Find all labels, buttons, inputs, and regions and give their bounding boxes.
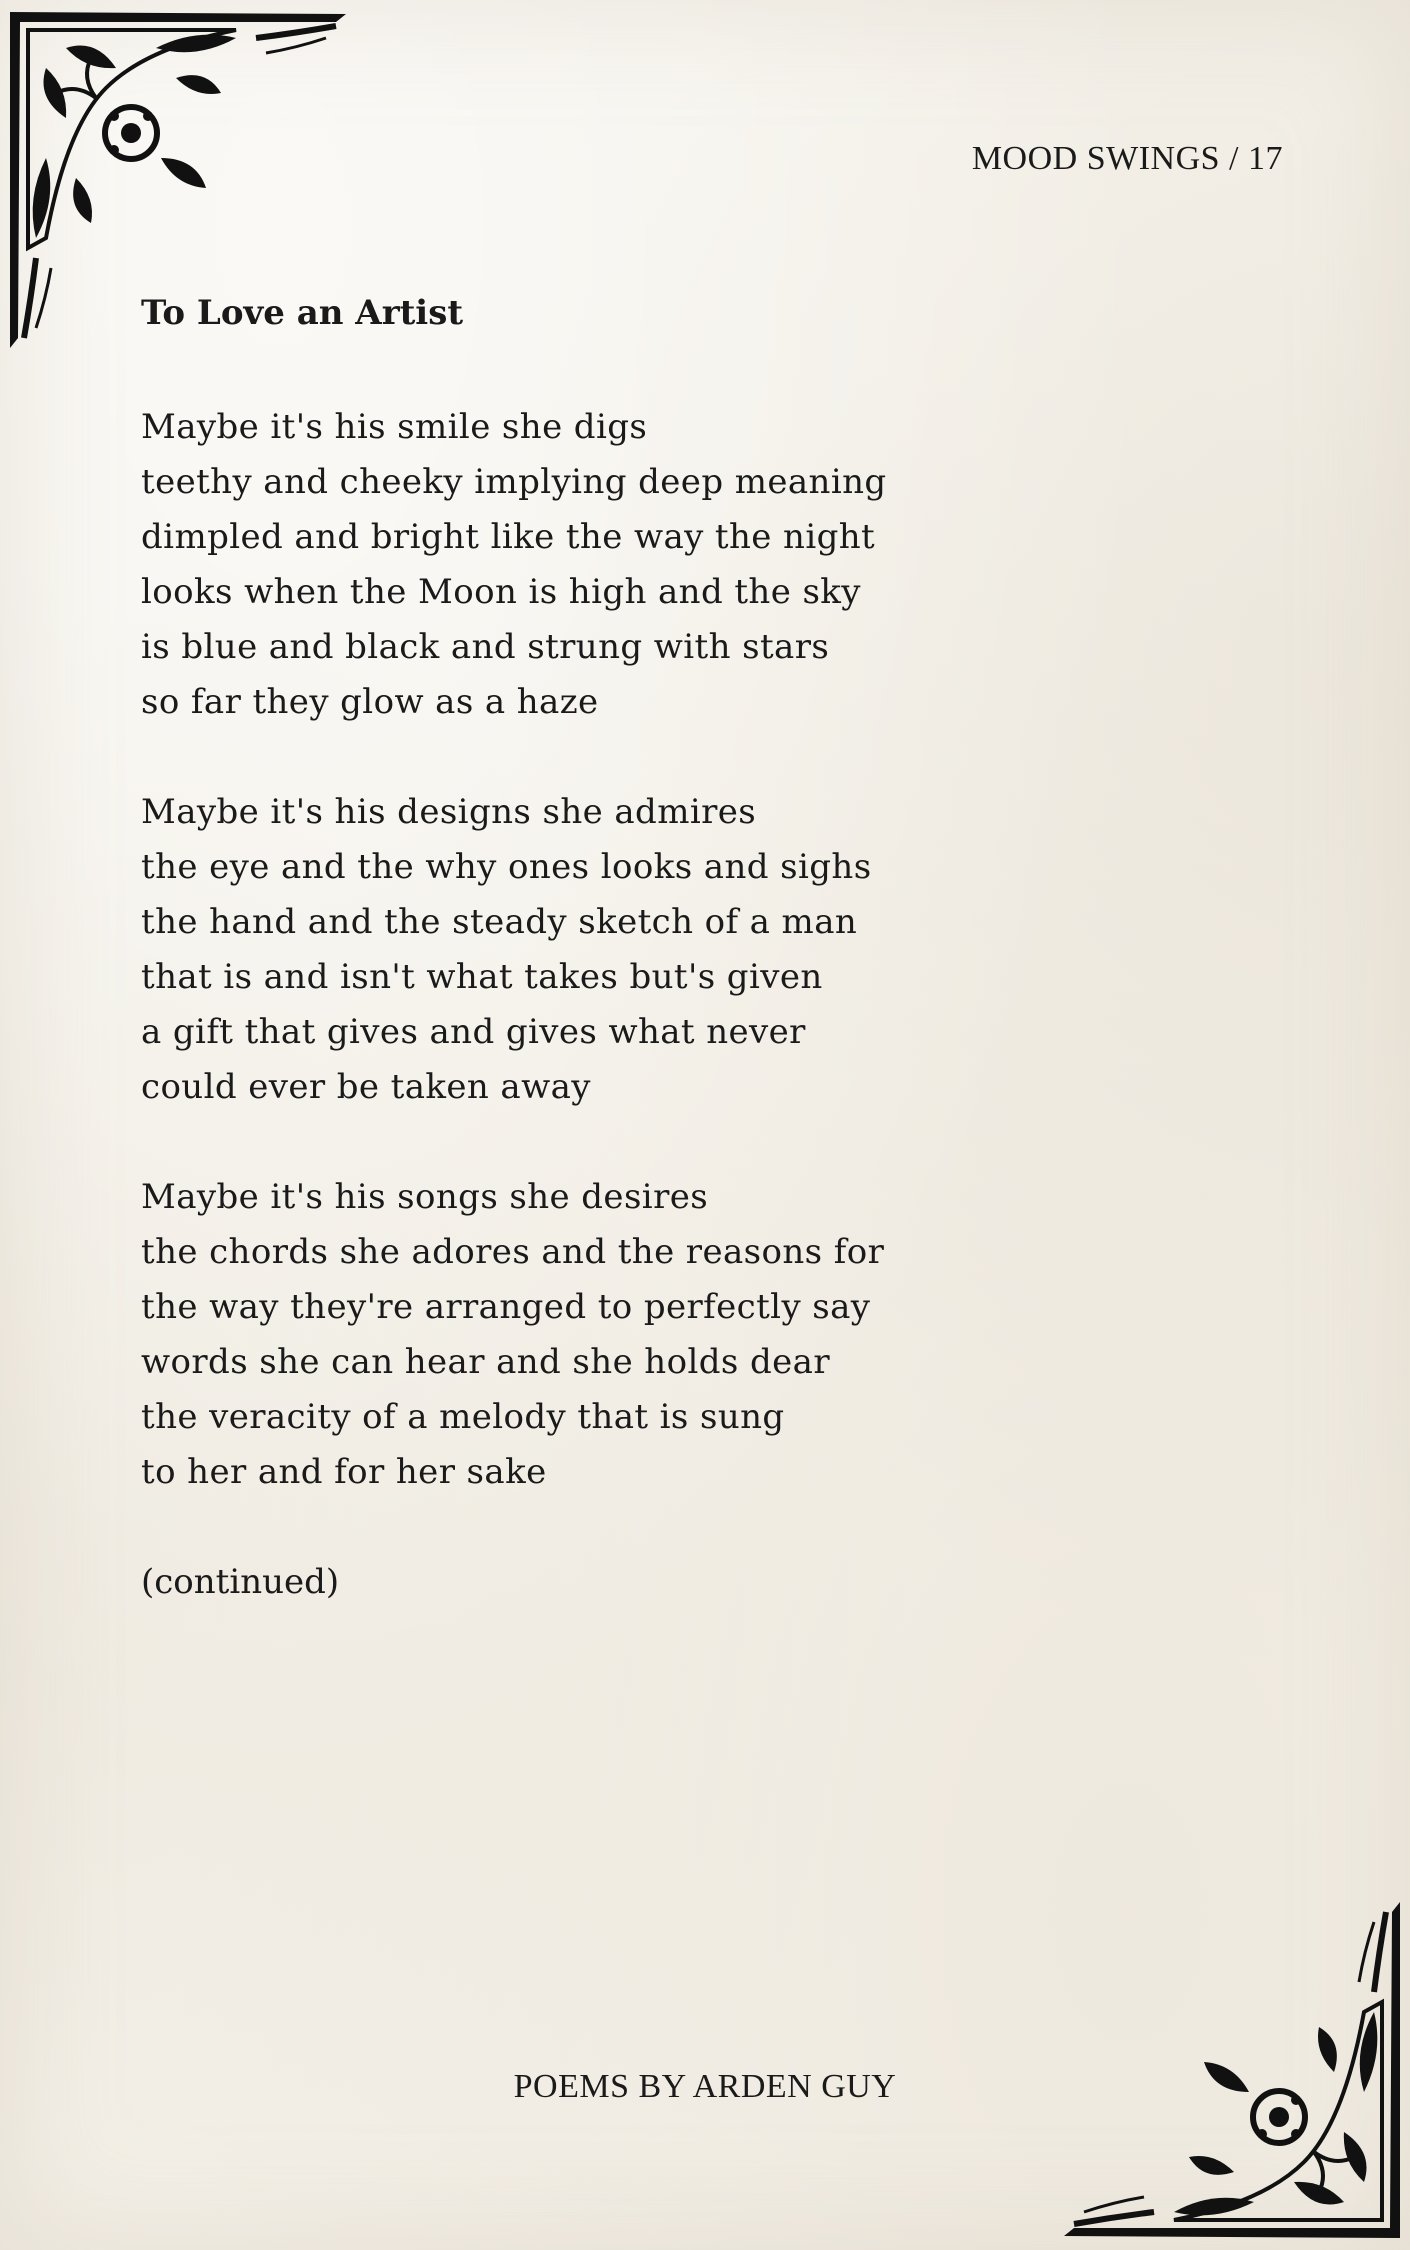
floral-corner-icon xyxy=(1059,1897,1404,2242)
stanza-3 xyxy=(141,1170,1141,1500)
continued-note: (continued) xyxy=(141,1562,340,1602)
footer-byline: POEMS BY ARDEN GUY xyxy=(513,2068,897,2105)
poem-line: the hand and the steady sketch of a man xyxy=(141,902,858,942)
stanza-1 xyxy=(141,400,1141,730)
poem-line: the chords she adores and the reasons for xyxy=(141,1232,885,1272)
poem-line: teethy and cheeky implying deep meaning xyxy=(141,462,887,502)
poem-line: dimpled and bright like the way the night xyxy=(141,517,876,557)
poem-line: is blue and black and strung with stars xyxy=(141,627,830,667)
poem-line: the eye and the why ones looks and sighs xyxy=(141,847,872,887)
poem-line: looks when the Moon is high and the sky xyxy=(141,572,861,612)
poem-line: Maybe it's his smile she digs xyxy=(141,407,648,447)
poem-line: the veracity of a melody that is sung xyxy=(141,1397,785,1437)
poem-line: to her and for her sake xyxy=(141,1452,547,1492)
poem-line: Maybe it's his designs she admires xyxy=(141,792,757,832)
poem-line: that is and isn't what takes but's given xyxy=(141,957,823,997)
poem-line: Maybe it's his songs she desires xyxy=(141,1177,709,1217)
poem-line: a gift that gives and gives what never xyxy=(141,1012,806,1052)
poem-body xyxy=(141,400,1141,1610)
poem-title: To Love an Artist xyxy=(141,293,464,333)
poem-line: so far they glow as a haze xyxy=(141,682,599,722)
poem-line: words she can hear and she holds dear xyxy=(141,1342,830,1382)
poem-line: could ever be taken away xyxy=(141,1067,591,1107)
poem-line: the way they're arranged to perfectly say xyxy=(141,1287,871,1327)
running-head: MOOD SWINGS / 17 xyxy=(971,140,1283,177)
stanza-2 xyxy=(141,785,1141,1115)
